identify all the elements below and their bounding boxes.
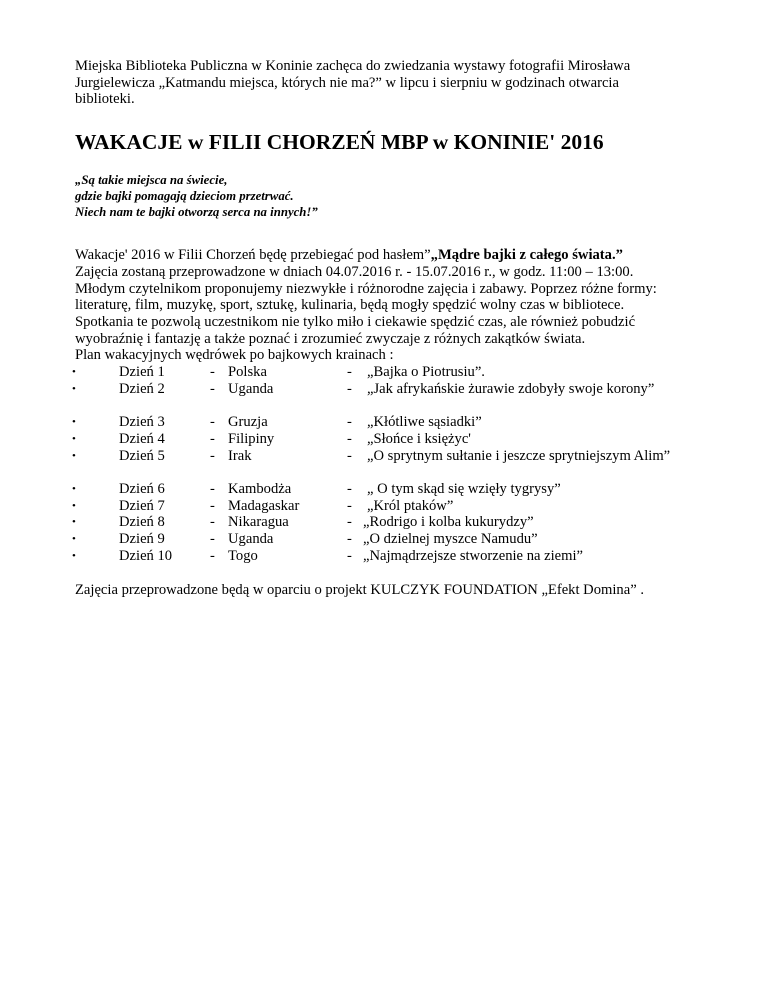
- schedule-day: Dzień 2: [119, 380, 165, 397]
- schedule-day: Dzień 7: [119, 497, 165, 514]
- schedule-country: Polska: [228, 364, 267, 381]
- body-line: Plan wakacyjnych wędrówek po bajkowych krainach :: [75, 347, 394, 364]
- schedule-item: [72, 380, 715, 414]
- schedule-country: Kambodża: [228, 480, 292, 497]
- schedule-item: [72, 514, 715, 531]
- schedule-title: „O dzielnej myszce Namudu”: [363, 531, 538, 548]
- separator: -: [347, 547, 352, 564]
- separator: -: [347, 364, 352, 381]
- bullet-icon: •: [72, 449, 76, 462]
- separator: -: [210, 497, 215, 514]
- intro-line: Miejska Biblioteka Publiczna w Koninie zachęca do zwiedzania wystawy fotografii Mirosława: [75, 58, 631, 74]
- bullet-icon: •: [72, 533, 76, 546]
- separator: -: [210, 380, 215, 397]
- schedule-title: „ O tym skąd się wzięły tygrysy”: [367, 480, 561, 497]
- separator: -: [210, 514, 215, 531]
- schedule-title: „Najmądrzejsze stworzenie na ziemi”: [363, 547, 584, 564]
- separator: -: [347, 414, 352, 431]
- schedule-day: Dzień 5: [119, 447, 165, 464]
- body-line: Młodym czytelnikom proponujemy niezwykłe i różnorodne zajęcia i zabawy. Poprzez różne formy:: [75, 280, 657, 297]
- schedule-item: [72, 497, 715, 515]
- bullet-icon: •: [72, 516, 76, 529]
- motto-line: Niech nam te bajki otworzą serca na innych!”: [75, 204, 318, 219]
- bullet-icon: •: [72, 382, 76, 395]
- schedule-item: [72, 480, 715, 498]
- bullet-icon: •: [72, 482, 76, 495]
- schedule-item: [72, 447, 715, 481]
- schedule-country: Madagaskar: [228, 497, 300, 514]
- schedule-title: „Król ptaków”: [367, 497, 454, 514]
- schedule-country: Nikaragua: [228, 514, 289, 531]
- schedule-country: Irak: [228, 447, 252, 464]
- schedule-day: Dzień 4: [119, 430, 165, 447]
- schedule-country: Gruzja: [228, 414, 268, 431]
- motto-announcement-line: [75, 247, 715, 264]
- schedule-item: [72, 547, 715, 565]
- motto-line: gdzie bajki pomagają dzieciom przetrwać.: [75, 188, 294, 203]
- separator: -: [347, 480, 352, 497]
- slogan-text: „Mądre bajki z całego świata.”: [430, 247, 623, 264]
- body-paragraph: [75, 247, 715, 364]
- schedule-country: Uganda: [228, 380, 274, 397]
- body-line: literaturę, film, muzykę, sport, sztukę, kulinaria, będą mogły spędzić wolny czas w bibliotece.: [75, 297, 625, 314]
- bullet-icon: •: [72, 499, 76, 512]
- schedule-day: Dzień 9: [119, 531, 165, 548]
- schedule-title: „Kłótliwe sąsiadki”: [367, 414, 482, 431]
- schedule-day: Dzień 6: [119, 480, 165, 497]
- separator: -: [210, 531, 215, 548]
- bullet-icon: •: [72, 366, 76, 379]
- separator: -: [210, 447, 215, 464]
- intro-paragraph: [75, 58, 715, 108]
- document-page: [72, 58, 715, 599]
- schedule-day: Dzień 1: [119, 364, 165, 381]
- schedule-day: Dzień 8: [119, 514, 165, 531]
- motto-line: „Są takie miejsca na świecie,: [75, 173, 228, 188]
- separator: -: [347, 380, 352, 397]
- page-title: WAKACJE w FILII CHORZEŃ MBP w KONINIE' 2016: [75, 130, 604, 155]
- separator: -: [347, 430, 352, 447]
- separator: -: [210, 547, 215, 564]
- separator: -: [210, 414, 215, 431]
- separator: -: [210, 430, 215, 447]
- schedule-country: Uganda: [228, 531, 274, 548]
- separator: -: [347, 497, 352, 514]
- schedule-country: Togo: [228, 547, 258, 564]
- intro-line: biblioteki.: [75, 91, 135, 108]
- separator: -: [347, 531, 352, 548]
- schedule-title: „Bajka o Piotrusiu”.: [367, 364, 485, 381]
- bullet-icon: •: [72, 549, 76, 562]
- announcement-text: Wakacje' 2016 w Filii Chorzeń będę przebiegać pod hasłem”: [75, 247, 431, 264]
- separator: -: [347, 447, 352, 464]
- schedule-title: „Słońce i księżyc': [367, 430, 471, 447]
- body-line: wyobraźnię i fantazję a także poznać i zrozumieć zwyczaje z różnych zakątków świata.: [75, 330, 586, 347]
- separator: -: [210, 364, 215, 381]
- intro-line: Jurgielewicza „Katmandu miejsca, których nie ma?” w lipcu i sierpniu w godzinach otwarcia: [75, 74, 619, 91]
- schedule-title: „Jak afrykańskie żurawie zdobyły swoje korony”: [367, 380, 655, 397]
- schedule-country: Filipiny: [228, 430, 275, 447]
- body-line: Zajęcia zostaną przeprowadzone w dniach 04.07.2016 r. - 15.07.2016 r., w godz. 11:00 – 13:00.: [75, 263, 634, 280]
- bullet-icon: •: [72, 432, 76, 445]
- schedule-day: Dzień 3: [119, 414, 165, 431]
- separator: -: [210, 480, 215, 497]
- motto-quote: [75, 173, 715, 220]
- schedule-item: [72, 531, 715, 548]
- schedule-item: [72, 414, 715, 431]
- separator: -: [347, 514, 352, 531]
- footer-note: Zajęcia przeprowadzone będą w oparciu o projekt KULCZYK FOUNDATION „Efekt Domina” .: [75, 582, 644, 599]
- schedule-list: [72, 364, 715, 564]
- schedule-title: „O sprytnym sułtanie i jeszcze sprytniejszym Alim”: [367, 447, 671, 464]
- schedule-title: „Rodrigo i kolba kukurydzy”: [363, 514, 534, 531]
- schedule-day: Dzień 10: [119, 547, 173, 564]
- schedule-item: [72, 364, 715, 381]
- schedule-item: [72, 430, 715, 448]
- bullet-icon: •: [72, 416, 76, 429]
- body-line: Spotkania te pozwolą uczestnikom nie tylko miło i ciekawie spędzić czas, ale również pobudzić: [75, 314, 636, 331]
